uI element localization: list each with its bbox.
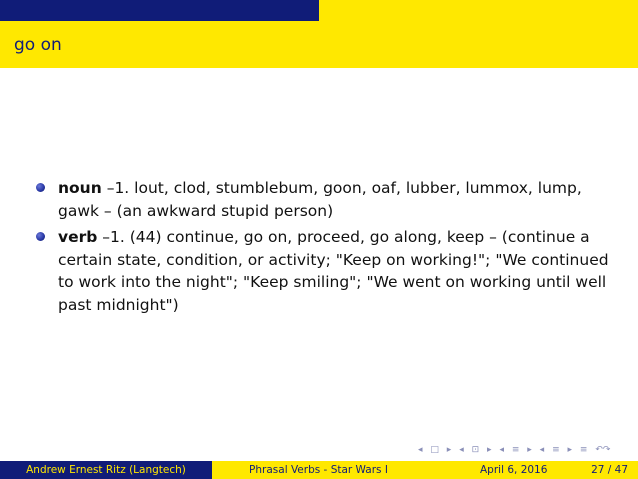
bullet-list (36, 177, 626, 320)
pos-label: verb (58, 228, 98, 246)
toc-icon[interactable]: ≡ (579, 445, 588, 455)
footer-presentation-title: Phrasal Verbs - Star Wars I (212, 461, 425, 479)
nav-prev-icon[interactable]: ◂ (418, 445, 423, 455)
nav-next-icon[interactable]: ▸ (567, 445, 573, 455)
slide-title: go on (14, 35, 62, 55)
undo-redo-icon[interactable]: ↶↷ (595, 445, 611, 455)
bullet-icon (36, 232, 45, 241)
item-text (58, 226, 626, 316)
title-bar (0, 21, 638, 68)
header-band (0, 0, 638, 21)
nav-prev-icon[interactable]: ◂ (459, 445, 464, 455)
definition: –1. lout, clod, stumblebum, goon, oaf, lubber, lummox, lump, gawk – (an awkward stupid person) (58, 179, 582, 220)
header-band-yellow (319, 0, 638, 21)
footer (0, 461, 638, 479)
nav-prev-icon[interactable]: ◂ (499, 445, 504, 455)
pos-label: noun (58, 179, 102, 197)
item-text (58, 177, 626, 222)
bullet-icon (36, 183, 45, 192)
beamer-navigation (418, 445, 615, 455)
nav-prev-icon[interactable]: ◂ (539, 445, 545, 455)
footer-date: April 6, 2016 (480, 464, 548, 476)
footer-page-number: 27 / 47 (591, 464, 628, 476)
header-band-dark (0, 0, 319, 21)
subsection-icon[interactable]: ⊡ (471, 445, 480, 455)
nav-next-icon[interactable]: ▸ (446, 445, 452, 455)
frame-icon[interactable]: □ (430, 445, 439, 455)
section-icon[interactable]: ≡ (511, 445, 520, 455)
list-item (36, 226, 626, 316)
list-item (36, 177, 626, 222)
section-icon[interactable]: ≡ (552, 445, 560, 455)
nav-next-icon[interactable]: ▸ (487, 445, 492, 455)
definition: –1. (44) continue, go on, proceed, go along, keep – (continue a certain state, condition, or activity; "Keep on working!"; "We continued to work into the night"; "Keep smiling"; "We went on working until well past midnight") (58, 228, 609, 314)
footer-author: Andrew Ernest Ritz (Langtech) (0, 461, 212, 479)
nav-next-icon[interactable]: ▸ (527, 445, 532, 455)
